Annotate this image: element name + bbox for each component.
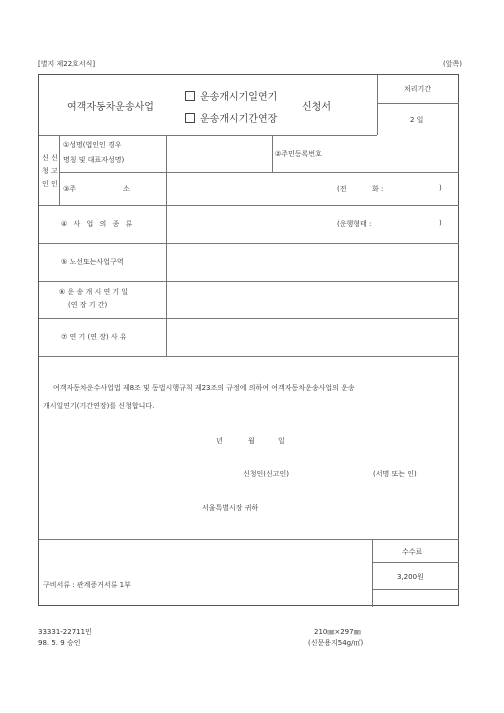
option-postpone-start-date[interactable]: 운송개시기일연기 xyxy=(185,88,277,103)
divider xyxy=(166,135,167,356)
divider xyxy=(372,539,373,607)
paper-type: (신문용지54g/㎡) xyxy=(308,639,364,647)
form-title-suffix: 신청서 xyxy=(302,102,331,113)
date-day: 일 xyxy=(278,437,285,445)
start-date-field[interactable] xyxy=(168,283,457,317)
applicant-sign-label: 신청인(신고인) xyxy=(243,470,290,478)
divider xyxy=(372,589,459,590)
form-number: [별지 제22호서식] xyxy=(38,60,96,68)
divider xyxy=(39,135,377,136)
checkbox-icon[interactable] xyxy=(185,91,195,101)
option-extend-start-period[interactable]: 운송개시기간연장 xyxy=(185,110,277,125)
statement-line-2: 개시일연기(기간연장)를 신청합니다. xyxy=(43,402,155,410)
processing-period-label: 처리기간 xyxy=(404,85,432,93)
address-label-tail: 소 xyxy=(123,185,130,193)
divider xyxy=(39,243,459,244)
checkbox-icon[interactable] xyxy=(185,113,195,123)
name-label-sub: 명칭 및 대표자성명) xyxy=(63,156,125,164)
rrn-field[interactable] xyxy=(351,137,457,171)
address-field[interactable] xyxy=(168,174,328,204)
divider xyxy=(39,356,459,357)
divider xyxy=(272,135,273,172)
start-date-label-sub: (연 장 기 간) xyxy=(68,301,108,309)
date-month: 월 xyxy=(248,437,255,445)
side-note: (앞쪽) xyxy=(443,60,462,68)
operation-form-label: (운행형태 : xyxy=(337,220,372,228)
reason-label: ⑦ 연 기 (연 장) 사 유 xyxy=(61,333,127,341)
address-label: ③주 xyxy=(63,185,77,193)
start-date-label: ⑥ 운 송 개 시 연 기 일 xyxy=(59,288,129,296)
name-field[interactable] xyxy=(168,137,270,171)
divider xyxy=(39,539,459,540)
phone-label: (전 xyxy=(337,185,347,193)
divider xyxy=(377,103,459,104)
statement-line-1: 여객자동차운수사업법 제8조 및 동법시행규칙 제23조의 규정에 의하여 여객자동차운송사업의 운송 xyxy=(53,384,355,392)
divider xyxy=(372,562,459,563)
name-label: ①성명(법인인 경우 xyxy=(63,141,122,149)
form-code: 33331-22711민 xyxy=(38,628,92,636)
phone-label-tail: 화 : xyxy=(372,185,384,193)
divider xyxy=(59,172,459,173)
applicant-side-label: 청 고 xyxy=(42,167,58,175)
date-year: 년 xyxy=(216,437,223,445)
form-title-business: 여객자동차운송사업 xyxy=(67,102,154,113)
processing-period-value: 2 일 xyxy=(410,116,424,124)
application-form xyxy=(38,74,459,606)
business-type-label: ④ 사 업 의 종 류 xyxy=(61,220,135,228)
operation-form-close: ) xyxy=(439,219,442,227)
rrn-label: ②주민등록번호 xyxy=(275,150,322,158)
divider xyxy=(39,205,459,206)
paper-size: 210㎜×297㎜ xyxy=(314,628,361,636)
divider xyxy=(39,318,459,319)
fee-value: 3,200원 xyxy=(397,573,424,581)
divider xyxy=(39,281,459,282)
applicant-side-label: 신 신 xyxy=(42,154,58,162)
phone-close: ) xyxy=(439,184,442,192)
reason-field[interactable] xyxy=(168,320,457,354)
route-label: ⑤ 노선또는사업구역 xyxy=(61,258,124,266)
fee-label: 수수료 xyxy=(402,548,423,556)
divider xyxy=(59,135,60,205)
applicant-side-label: 인 인 xyxy=(42,180,58,188)
addressee: 서울특별시장 귀하 xyxy=(202,504,259,512)
business-type-field[interactable] xyxy=(168,207,328,241)
approval-date: 98. 5. 9 승인 xyxy=(38,639,81,647)
route-field[interactable] xyxy=(168,245,457,279)
signature-label: (서명 또는 인) xyxy=(373,470,417,478)
divider xyxy=(377,75,378,135)
required-documents: 구비서류 : 관계증거서류 1부 xyxy=(43,581,131,589)
